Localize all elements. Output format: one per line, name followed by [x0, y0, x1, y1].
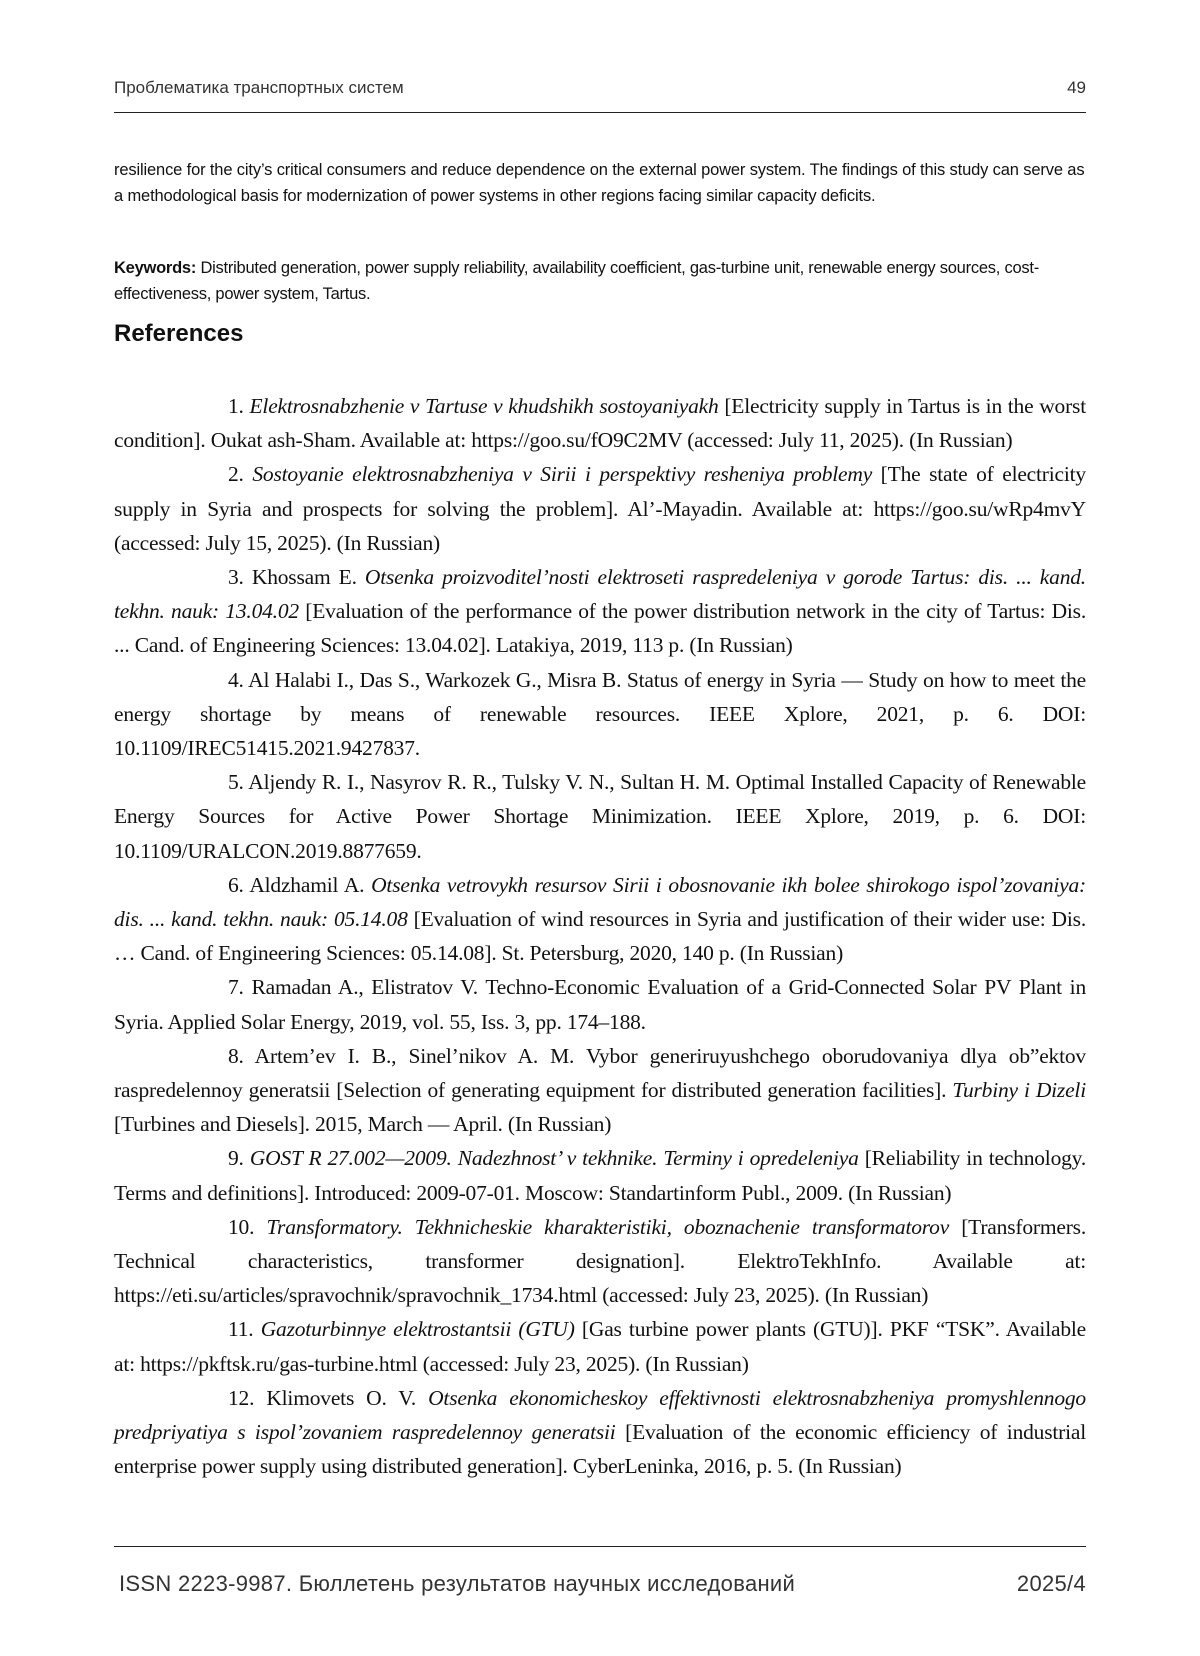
reference-text: Klimovets O. V.	[266, 1385, 429, 1410]
reference-text: [The state of electricity supply in Syria and prospects for solving the problem]. Al’-Mayadin. Available at: https://goo.su/wRp4mvY (accessed: July 15, 2025). (In Russian)	[114, 462, 1086, 555]
keywords-label: Keywords:	[114, 258, 197, 277]
reference-text: Al Halabi I., Das S., Warkozek G., Misra B. Status of energy in Syria — Study on how to meet the energy shortage by means of renewable resources. IEEE Xplore, 2021, p. 6. DOI: 10.1109/IREC51415.2021.9427837.	[114, 667, 1086, 761]
reference-text: [Evaluation of the economic efficiency of industrial enterprise power supply using distributed generation]. CyberLeninka, 2016, p. 5. (In Russian)	[114, 1420, 1087, 1479]
reference-title: Otsenka proizvoditel’nosti elektroseti raspredeleniya v gorode Tartus: dis. ... kand. tekhn. nauk: 13.04.02	[114, 565, 1086, 624]
reference-text: Aljendy R. I., Nasyrov R. R., Tulsky V. N., Sultan H. M. Optimal Installed Capacity of Renewable Energy Sources for Active Power Shortage Minimization. IEEE Xplore, 2019, p. 6. DOI: 10.1109/URALCON.2019.8877659.	[114, 770, 1086, 863]
reference-item	[114, 560, 1086, 663]
reference-text: Ramadan A., Elistratov V. Techno-Economic Evaluation of a Grid-Connected Solar PV Plant in Syria. Applied Solar Energy, 2019, vol. 55, Iss. 3, pp. 174–188.	[114, 975, 1086, 1034]
reference-item	[114, 765, 1086, 868]
reference-item	[114, 389, 1086, 457]
reference-text: [Evaluation of wind resources in Syria and justification of their wider use: Dis. … Cand. of Engineering Sciences: 05.14.08]. St. Petersburg, 2020, 140 p. (In Russian)	[114, 907, 1086, 966]
reference-text: [Reliability in technology. Terms and definitions]. Introduced: 2009-07-01. Moscow: Standartinform Publ., 2009. (In Russian)	[114, 1146, 1087, 1205]
reference-text: [Gas turbine power plants (GTU)]. PKF “TSK”. Available at: https://pkftsk.ru/gas-turbine.html (accessed: July 23, 2025). (In Russian)	[114, 1317, 1086, 1376]
reference-title: Transformatory. Tekhnicheskie kharakteristiki, oboznachenie transformatorov	[266, 1214, 950, 1239]
reference-title: Elektrosnabzhenie v Tartuse v khudshikh sostoyaniyakh	[249, 394, 719, 418]
reference-number: 5.	[228, 770, 244, 795]
reference-title: GOST R 27.002—2009. Nadezhnost’ v tekhnike. Terminy i opredeleniya	[249, 1146, 859, 1171]
journal-issue: 2025/4	[1016, 1571, 1086, 1596]
reference-number: 12.	[228, 1385, 255, 1410]
reference-item	[114, 1039, 1086, 1142]
reference-title: Gazoturbinnye elektrostantsii (GTU)	[260, 1317, 575, 1342]
running-title: Проблематика транспортных систем	[114, 78, 404, 97]
reference-text: [Evaluation of the performance of the power distribution network in the city of Tartus: Dis. ... Cand. of Engineering Sciences: 13.04.02]. Latakiya, 2019, 113 p. (In Russian)	[114, 599, 1087, 658]
page-number: 49	[1067, 78, 1086, 97]
reference-text: [Electricity supply in Tartus is in the worst condition]. Oukat ash-Sham. Available at: https://goo.su/fO9C2MV (accessed: July 11, 2025). (In Russian)	[114, 394, 1086, 453]
reference-item	[114, 868, 1086, 971]
references-list	[114, 389, 1086, 1484]
reference-text: Khossam E.	[251, 565, 365, 590]
reference-item	[114, 663, 1086, 766]
reference-number: 9.	[228, 1146, 244, 1171]
reference-number: 11.	[228, 1317, 254, 1342]
reference-number: 3.	[228, 565, 244, 590]
reference-number: 10.	[228, 1214, 255, 1239]
keywords-paragraph	[114, 255, 1086, 308]
reference-title: Sostoyanie elektrosnabzheniya v Sirii i perspektivy resheniya problemy	[252, 462, 873, 487]
reference-item	[114, 1381, 1086, 1484]
reference-title: Otsenka vetrovykh resursov Sirii i obosnovanie ikh bolee shirokogo ispol’zovaniya: dis. ... kand. tekhn. nauk: 05.14.08	[114, 872, 1086, 932]
reference-number: 2.	[228, 462, 244, 487]
abstract-paragraph: resilience for the city’s critical consumers and reduce dependence on the external power system. The findings of this study can serve as a methodological basis for modernization of power systems in other regions facing similar capacity deficits.	[114, 160, 1085, 205]
reference-item	[114, 1141, 1086, 1209]
keywords-text: Distributed generation, power supply reliability, availability coefficient, gas-turbine unit, renewable energy sources, cost-effectiveness, power system, Tartus.	[114, 258, 1039, 303]
reference-number: 6.	[228, 872, 244, 897]
reference-item	[114, 970, 1086, 1038]
reference-text: [Transformers. Technical characteristics, transformer designation]. ElektroTekhInfo. Available at: https://eti.su/articles/spravochnik/spravochnik_1734.html (accessed: July 23, 2025). (In Russian)	[114, 1214, 1087, 1308]
reference-title: Turbiny i Dizeli	[952, 1078, 1086, 1103]
reference-item	[114, 1312, 1086, 1380]
running-header	[114, 78, 1086, 113]
page-footer	[114, 1546, 1086, 1607]
reference-item	[114, 457, 1086, 560]
reference-number: 8.	[228, 1043, 244, 1068]
journal-issn: ISSN 2223-9987. Бюллетень результатов научных исследований	[119, 1571, 796, 1596]
reference-title: Otsenka ekonomicheskoy effektivnosti elektrosnabzheniya promyshlennogo predpriyatiya s ispol’zovaniem raspredelennoy generatsii	[114, 1385, 1086, 1445]
references-heading: References	[114, 320, 244, 347]
reference-text: Aldzhamil A.	[249, 872, 372, 897]
reference-text: [Turbines and Diesels]. 2015, March — April. (In Russian)	[114, 1112, 612, 1137]
reference-number: 7.	[228, 975, 244, 1000]
reference-text: Artem’ev I. B., Sinel’nikov A. M. Vybor generiruyushchego oborudovaniya dlya ob”ektov raspredelennoy generatsii [Selection of generating equipment for distributed generation facilities].	[114, 1043, 1086, 1103]
reference-number: 4.	[228, 667, 244, 692]
reference-item	[114, 1210, 1086, 1313]
reference-number: 1.	[228, 394, 244, 418]
